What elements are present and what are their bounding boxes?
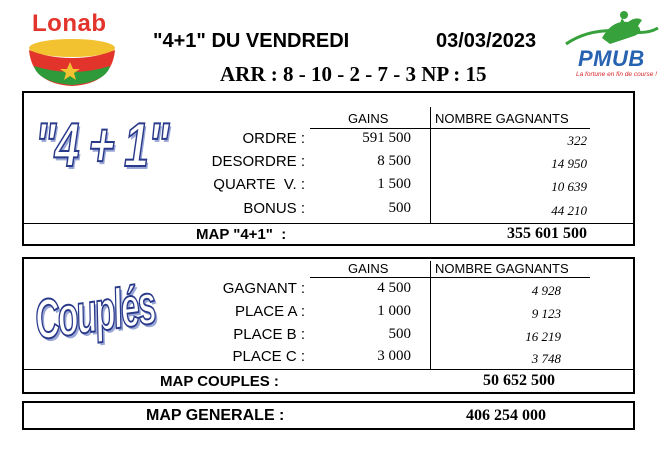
col-header-gagnants-couples: NOMBRE GAGNANTS (435, 261, 569, 276)
section-couples-header-underline (310, 277, 590, 278)
row-gagnant-label: GAGNANT : (222, 280, 305, 297)
pmub-logo (562, 10, 667, 82)
row-desordre-gain: 8 500 (377, 153, 411, 169)
horse-rider-icon (562, 10, 667, 50)
pmub-logo-text: PMUB (578, 46, 645, 71)
row-place-a-gain: 1 000 (377, 303, 411, 319)
row-place-b-gagnants: 16 219 (525, 329, 561, 344)
lonab-logo-text: Lonab (32, 10, 107, 37)
row-gagnant-gagnants: 4 928 (531, 283, 561, 298)
row-ordre-gagnants: 322 (567, 133, 587, 148)
col-header-gagnants: NOMBRE GAGNANTS (435, 111, 569, 126)
row-place-c-gain: 3 000 (377, 348, 411, 364)
row-desordre-gagnants: 14 950 (551, 156, 587, 171)
pmub-tagline: La fortune en fin de course ! (576, 71, 657, 78)
section-4plus1-header-underline (310, 128, 590, 129)
lonab-bowl-icon (26, 38, 118, 88)
row-place-b-gain: 500 (388, 326, 411, 342)
map-couples-label: MAP COUPLES : (160, 373, 279, 390)
row-place-c-label: PLACE C : (232, 348, 305, 365)
row-quarte-gagnants: 10 639 (551, 179, 587, 194)
map-generale-label: MAP GENERALE : (146, 407, 285, 424)
map-generale-value: 406 254 000 (466, 407, 546, 424)
page-title: "4+1" DU VENDREDI (153, 30, 350, 52)
map-4plus1-label: MAP "4+1" : (196, 226, 287, 243)
row-bonus-gain: 500 (388, 200, 411, 216)
map-couples-value: 50 652 500 (483, 372, 555, 389)
row-place-c-gagnants: 3 748 (531, 351, 561, 366)
row-place-a-label: PLACE A : (234, 303, 305, 320)
arrival-line: ARR : 8 - 10 - 2 - 7 - 3 NP : 15 (220, 62, 487, 86)
row-ordre-gain: 591 500 (362, 130, 411, 146)
row-desordre-label: DESORDRE : (211, 153, 305, 170)
draw-date: 03/03/2023 (436, 30, 537, 52)
row-place-b-label: PLACE B : (233, 326, 305, 343)
row-bonus-label: BONUS : (243, 200, 305, 217)
badge-4plus1: "4 + 1" (30, 111, 173, 180)
row-ordre-label: ORDRE : (242, 130, 305, 147)
row-place-a-gagnants: 9 123 (531, 306, 561, 321)
lonab-logo (22, 8, 122, 84)
col-header-gains-couples: GAINS (348, 261, 389, 276)
row-bonus-gagnants: 44 210 (551, 203, 587, 218)
row-quarte-label: QUARTE V. : (213, 176, 305, 193)
section-4plus1-map-divider (23, 223, 634, 224)
section-couples-map-divider (23, 369, 634, 370)
row-gagnant-gain: 4 500 (377, 280, 411, 296)
map-4plus1-value: 355 601 500 (507, 225, 587, 242)
badge-couples: Couplés (30, 272, 159, 352)
row-quarte-gain: 1 500 (377, 176, 411, 192)
col-header-gains: GAINS (348, 111, 389, 126)
section-4plus1-col-separator (430, 107, 431, 224)
